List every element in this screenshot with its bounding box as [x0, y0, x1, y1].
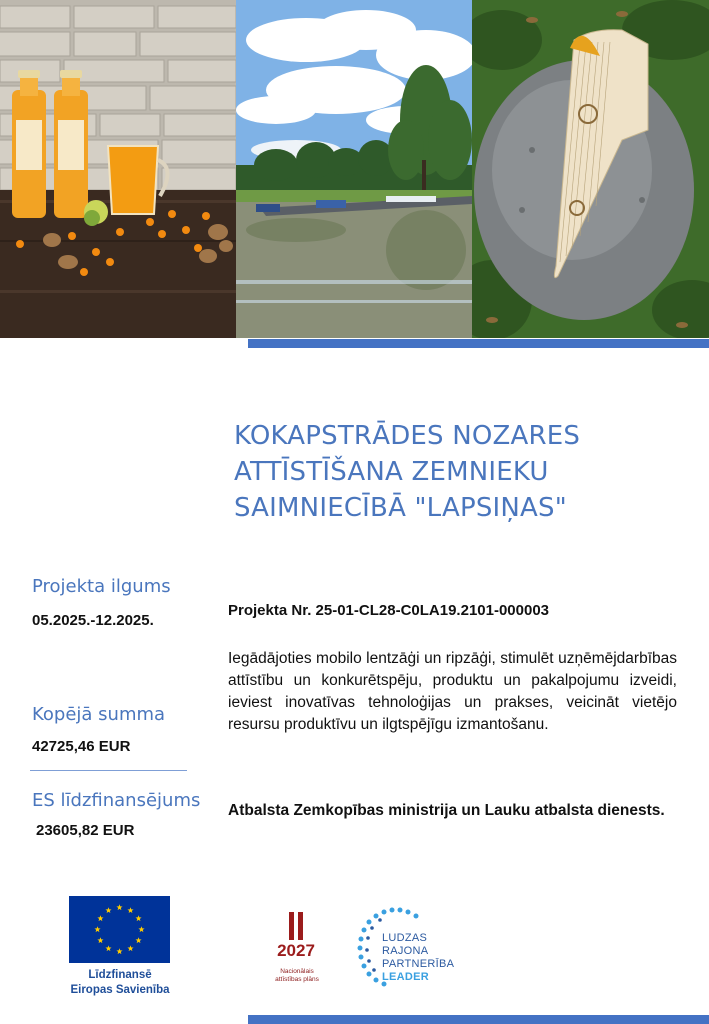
project-number: Projekta Nr. 25-01-CL28-C0LA19.2101-000003	[228, 602, 550, 619]
lrp-leader-label: LEADER	[382, 971, 430, 983]
project-title	[234, 418, 694, 526]
eu-caption-line-1: Līdzfinansē	[88, 969, 152, 981]
eu-cofinancing-value: 23605,82 EUR	[36, 822, 135, 839]
ludzas-partnership-text	[382, 932, 454, 984]
title-line-1: KOKAPSTRĀDES NOZARES	[234, 421, 581, 451]
photo-lake-landscape	[236, 0, 472, 338]
photo-wooden-kokle-on-stone	[472, 0, 709, 338]
photo-sea-buckthorn-juice	[0, 0, 236, 338]
national-development-plan-logo	[266, 912, 326, 958]
eu-caption-line-2: Eiropas Savienība	[70, 984, 170, 996]
lrp-line-2: RAJONA	[382, 945, 429, 957]
nap-year: 2027	[277, 941, 315, 958]
title-line-2: ATTĪSTĪŠANA ZEMNIEKU	[234, 457, 549, 487]
eu-cofinancing-label: ES līdzfinansējums	[32, 790, 201, 811]
project-description: Iegādājoties mobilo lentzāģi un ripzāģi, stimulēt uzņēmējdarbības attīstību un konkurētspēju, produktu un pakalpojumu izveidi, ieviest inovatīvas tehnoloģijas un prakses, veicināt vietējo resursu produktīvu un ilgtspējīgu izmantošanu.	[228, 650, 677, 733]
total-amount-label: Kopējā summa	[32, 704, 166, 725]
nap-caption-line-1: Nacionālais	[280, 968, 314, 975]
duration-label: Projekta ilgums	[32, 576, 171, 597]
total-amount-value: 42725,46 EUR	[32, 738, 131, 755]
bottom-accent-bar	[248, 1015, 709, 1024]
support-statement: Atbalsta Zemkopības ministrija un Lauku atbalsta dienests.	[228, 802, 665, 819]
sidebar-divider	[30, 770, 187, 771]
top-accent-bar	[248, 339, 709, 348]
nap-caption	[262, 968, 332, 984]
duration-value: 05.2025.-12.2025.	[32, 612, 154, 629]
lrp-line-1: LUDZAS	[382, 932, 428, 944]
title-line-3: SAIMNIECĪBĀ "LAPSIŅAS"	[234, 493, 567, 523]
eu-cofinanced-caption	[60, 968, 180, 998]
nap-caption-line-2: attīstības plāns	[275, 976, 319, 983]
lrp-line-3: PARTNERĪBA	[382, 958, 455, 970]
eu-flag-logo	[69, 896, 170, 963]
